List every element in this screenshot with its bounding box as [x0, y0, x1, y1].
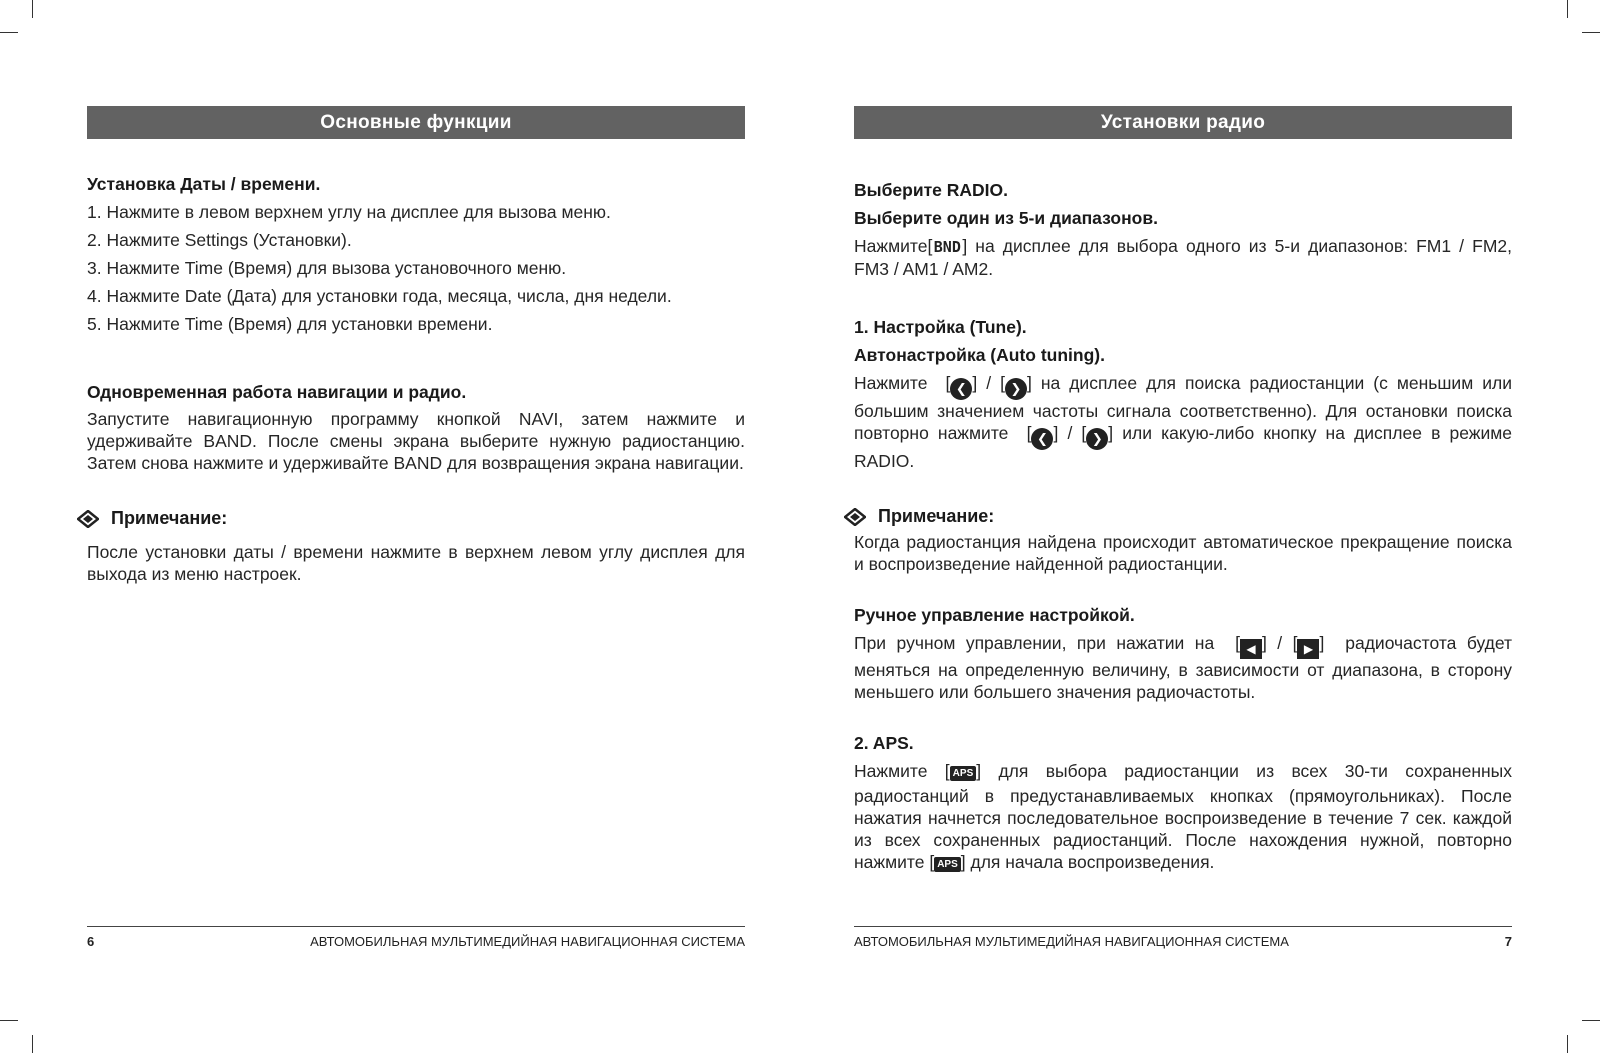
aps-heading: 2. APS. [854, 733, 914, 753]
crop-mark [1582, 1020, 1600, 1021]
section-title: Основные функции [87, 106, 745, 139]
seek-forward-icon: ❯ [1005, 378, 1027, 400]
date-time-heading: Установка Даты / времени. [87, 174, 321, 194]
footer [854, 934, 1512, 949]
aps-text: Нажмите [ APS ] для выбора радиостанции из всех 30-ти сохраненных радиостанций в предустанавливаемых кнопках (прямоугольниках). После нажатия начнется последовательное воспроизведение в течение 7 сек. каждой из всех сохраненных радиостанций. После нахождения нужной, повторно нажмите [ APS ] для начала воспроизведения. [854, 761, 1512, 872]
left-page [87, 0, 745, 1053]
footer-divider [87, 926, 745, 927]
page-number: 6 [87, 934, 95, 949]
note-text: Когда радиостанция найдена происходит автоматическое прекращение поиска и воспроизведение найденной радиостанции. [854, 532, 1512, 574]
note-diamond-icon [844, 508, 866, 526]
footer [87, 934, 745, 949]
seek-forward-icon: ❯ [1086, 428, 1108, 450]
manual-tuning-text: При ручном управлении, при нажатии на [ ◀ ] / [ ▶ ] радиочастота будет меняться на определенную величину, в зависимости от диапазона, в сторону меньшего или большего значения радиочастоты. [854, 633, 1513, 702]
aps-button-icon: APS [950, 766, 977, 781]
nav-radio-text: Запустите навигационную программу кнопкой NAVI, затем нажмите и удерживайте BAND. После смены экрана выберите нужную радиостанцию. Затем снова нажмите и удерживайте BAND для возвращения экрана навигации. [87, 409, 745, 473]
aps-button-icon: APS [934, 857, 961, 872]
manual-tuning-heading: Ручное управление настройкой. [854, 605, 1135, 625]
tune-heading: 1. Настройка (Tune). [854, 317, 1027, 337]
note-header [77, 508, 745, 529]
page-number: 7 [1504, 934, 1512, 949]
step-back-icon: ◀ [1240, 639, 1262, 659]
note-diamond-icon [77, 510, 99, 528]
note-title: Примечание: [111, 508, 228, 528]
crop-mark [1567, 1035, 1568, 1053]
step-item: 5. Нажмите Time (Время) для установки времени. [87, 314, 493, 334]
note-title: Примечание: [878, 506, 995, 526]
auto-tuning-heading: Автонастройка (Auto tuning). [854, 345, 1105, 365]
footer-text: АВТОМОБИЛЬНАЯ МУЛЬТИМЕДИЙНАЯ НАВИГАЦИОННАЯ СИСТЕМА [854, 934, 1289, 949]
step-item: 1. Нажмите в левом верхнем углу на дисплее для вызова меню. [87, 202, 611, 222]
crop-mark [1567, 0, 1568, 18]
seek-back-icon: ❮ [950, 378, 972, 400]
crop-mark [1582, 32, 1600, 33]
footer-text: АВТОМОБИЛЬНАЯ МУЛЬТИМЕДИЙНАЯ НАВИГАЦИОННАЯ СИСТЕМА [310, 934, 745, 949]
bnd-button-icon: BND [933, 238, 961, 256]
section-title: Установки радио [854, 106, 1512, 139]
note-header [844, 506, 1512, 527]
seek-back-icon: ❮ [1031, 428, 1053, 450]
select-radio-heading: Выберите RADIO. [854, 180, 1008, 200]
step-item: 2. Нажмите Settings (Установки). [87, 230, 352, 250]
crop-mark [0, 1020, 18, 1021]
step-item: 4. Нажмите Date (Дата) для установки года, месяца, числа, дня недели. [87, 286, 672, 306]
band-text: Нажмите[ BND ] на дисплее для выбора одного из 5-и диапазонов: FM1 / FM2, FM3 / AM1 / AM2. [854, 236, 1513, 279]
right-content [854, 176, 1512, 876]
nav-radio-heading: Одновременная работа навигации и радио. [87, 382, 467, 402]
footer-divider [854, 926, 1512, 927]
crop-mark [32, 0, 33, 18]
step-item: 3. Нажмите Time (Время) для вызова установочного меню. [87, 258, 567, 278]
crop-mark [0, 32, 18, 33]
right-page [854, 0, 1512, 1053]
note-text: После установки даты / времени нажмите в верхнем левом углу дисплея для выхода из меню настроек. [87, 542, 745, 584]
left-content [87, 170, 745, 585]
crop-mark [32, 1035, 33, 1053]
step-forward-icon: ▶ [1297, 639, 1319, 659]
select-band-heading: Выберите один из 5-и диапазонов. [854, 208, 1158, 228]
auto-tuning-text: Нажмите [ ❮ ] / [ ❯ ] на дисплее для поиска радиостанции (с меньшим или большим значением частоты сигнала соответственно). Для остановки поиска повторно нажмите [ ❮ ] / [ ❯ ] или какую-либо кнопку на дисплее в режиме RADIO. [854, 373, 1513, 471]
